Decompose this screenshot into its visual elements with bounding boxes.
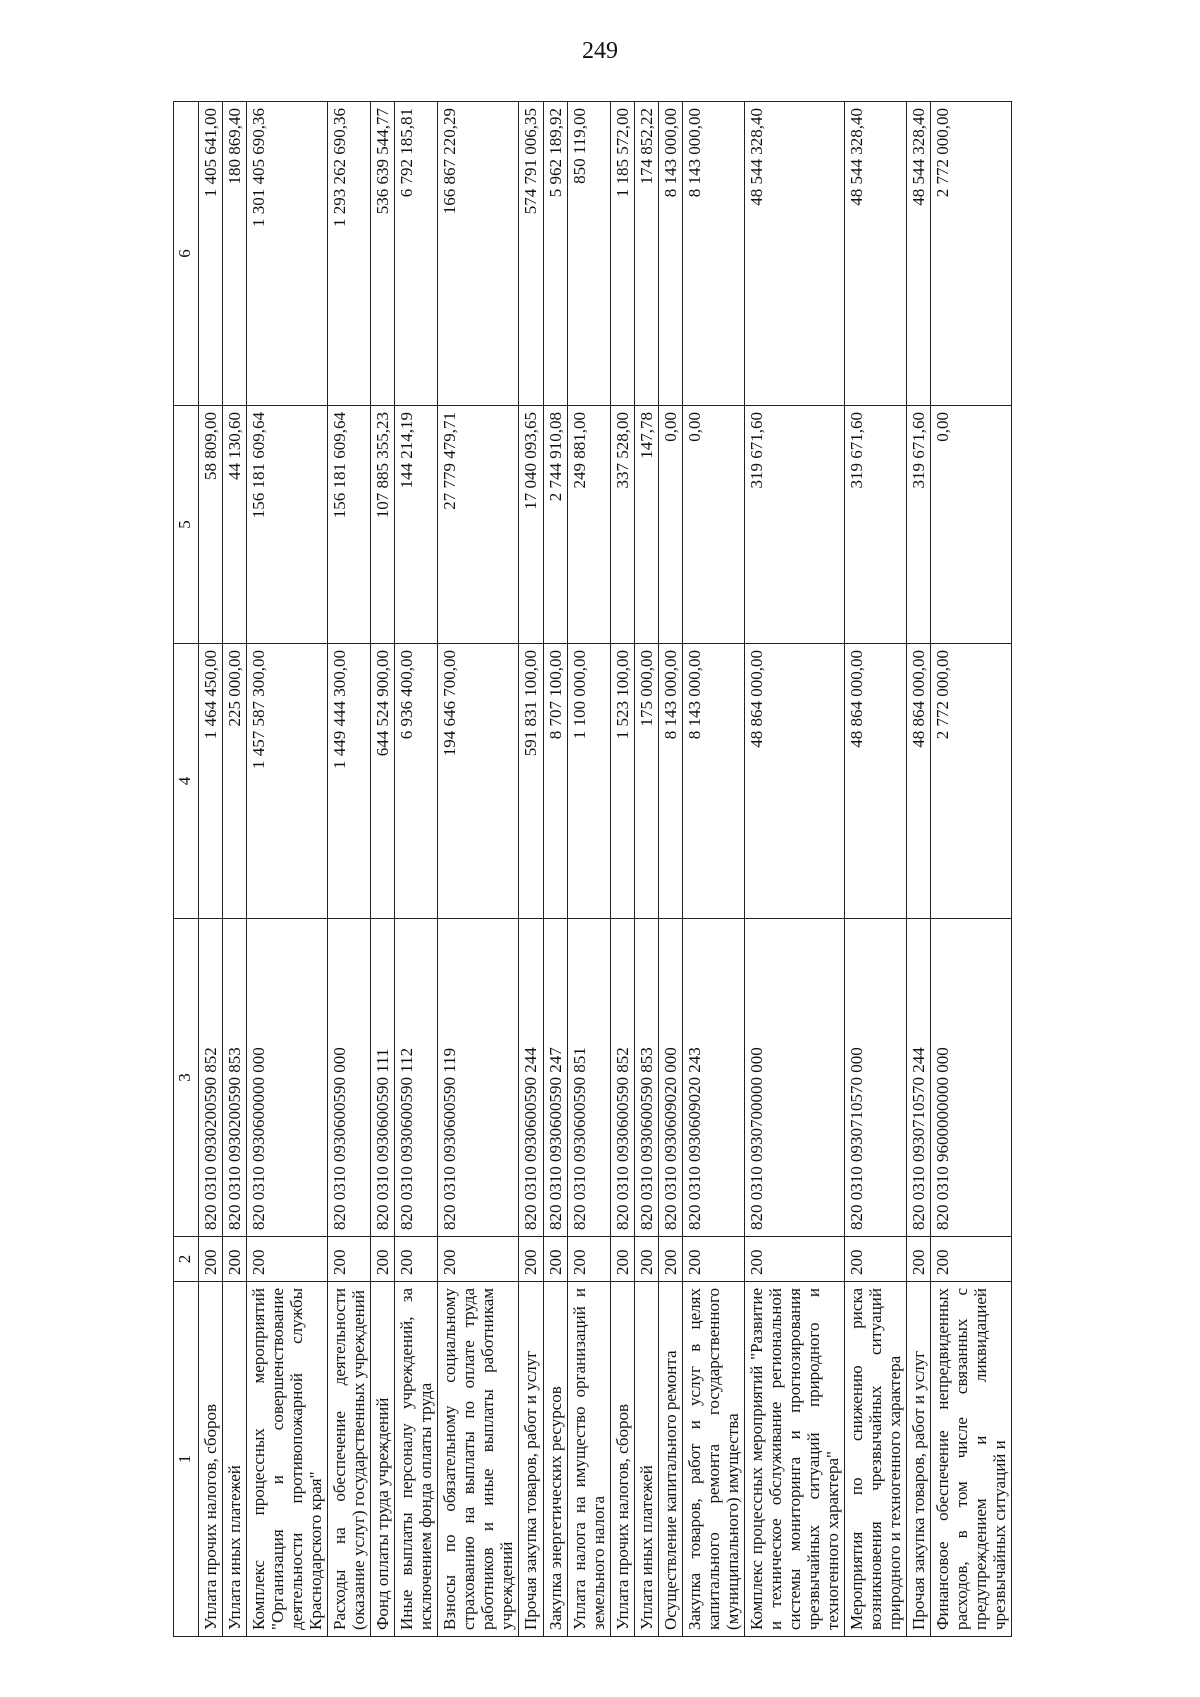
row-plan-cell: 48 864 000,00 <box>844 644 906 919</box>
row-rest-cell: 48 544 328,40 <box>744 102 844 406</box>
row-rest-cell: 8 143 000,00 <box>658 102 682 406</box>
table-body <box>199 102 1012 1637</box>
row-plan-cell: 2 772 000,00 <box>931 644 1012 919</box>
row-name-cell: Уплата налога на имущество организаций и земельного налога <box>567 1282 610 1637</box>
row-code-cell: 820 0310 0930600590 853 <box>634 919 658 1237</box>
row-rest-cell: 850 119,00 <box>567 102 610 406</box>
row-name-cell: Прочая закупка товаров, работ и услуг <box>907 1282 931 1637</box>
row-admin-cell: 200 <box>223 1237 247 1282</box>
budget-table <box>173 101 1012 1637</box>
row-name-cell: Закупка товаров, работ и услуг в целях капитального ремонта государственного (муниципального) имущества <box>682 1282 744 1637</box>
row-fact-cell: 249 881,00 <box>567 406 610 644</box>
table-row <box>438 102 519 1637</box>
row-name-cell: Финансовое обеспечение непредвиденных расходов, в том числе связанных с предупреждением и ликвидацией чрезвычайных ситуаций и <box>931 1282 1012 1637</box>
row-code-cell: 820 0310 0930710570 244 <box>907 919 931 1237</box>
row-name-cell: Мероприятия по снижению риска возникновения чрезвычайных ситуаций природного и техногенного характера <box>844 1282 906 1637</box>
row-rest-cell: 174 852,22 <box>634 102 658 406</box>
row-code-cell: 820 0310 0930700000 000 <box>744 919 844 1237</box>
row-admin-cell: 200 <box>543 1237 567 1282</box>
row-rest-cell: 1 301 405 690,36 <box>247 102 328 406</box>
row-rest-cell: 536 639 544,77 <box>371 102 395 406</box>
row-plan-cell: 1 464 450,00 <box>199 644 223 919</box>
row-plan-cell: 1 449 444 300,00 <box>328 644 371 919</box>
row-rest-cell: 1 185 572,00 <box>610 102 634 406</box>
row-plan-cell: 1 523 100,00 <box>610 644 634 919</box>
row-fact-cell: 0,00 <box>682 406 744 644</box>
row-plan-cell: 48 864 000,00 <box>744 644 844 919</box>
row-fact-cell: 319 671,60 <box>907 406 931 644</box>
row-fact-cell: 2 744 910,08 <box>543 406 567 644</box>
row-rest-cell: 48 544 328,40 <box>907 102 931 406</box>
row-code-cell: 820 0310 0930200590 852 <box>199 919 223 1237</box>
row-plan-cell: 6 936 400,00 <box>395 644 438 919</box>
table-row <box>371 102 395 1637</box>
row-plan-cell: 175 000,00 <box>634 644 658 919</box>
row-rest-cell: 574 791 006,35 <box>519 102 543 406</box>
row-code-cell: 820 0310 0930600590 112 <box>395 919 438 1237</box>
row-admin-cell: 200 <box>247 1237 328 1282</box>
row-fact-cell: 107 885 355,23 <box>371 406 395 644</box>
row-code-cell: 820 0310 0930600590 851 <box>567 919 610 1237</box>
row-fact-cell: 156 181 609,64 <box>328 406 371 644</box>
row-plan-cell: 48 864 000,00 <box>907 644 931 919</box>
table-row <box>931 102 1012 1637</box>
row-name-cell: Уплата иных платежей <box>223 1282 247 1637</box>
header-col-5: 5 <box>174 406 199 644</box>
row-plan-cell: 644 524 900,00 <box>371 644 395 919</box>
row-admin-cell: 200 <box>199 1237 223 1282</box>
row-name-cell: Иные выплаты персоналу учреждений, за исключением фонда оплаты труда <box>395 1282 438 1637</box>
row-fact-cell: 156 181 609,64 <box>247 406 328 644</box>
row-plan-cell: 8 707 100,00 <box>543 644 567 919</box>
row-code-cell: 820 0310 0930600590 000 <box>328 919 371 1237</box>
row-fact-cell: 147,78 <box>634 406 658 644</box>
row-fact-cell: 337 528,00 <box>610 406 634 644</box>
row-code-cell: 820 0310 0930600590 244 <box>519 919 543 1237</box>
row-admin-cell: 200 <box>371 1237 395 1282</box>
row-admin-cell: 200 <box>682 1237 744 1282</box>
row-name-cell: Уплата иных платежей <box>634 1282 658 1637</box>
row-code-cell: 820 0310 0930600590 852 <box>610 919 634 1237</box>
row-fact-cell: 17 040 093,65 <box>519 406 543 644</box>
row-admin-cell: 200 <box>567 1237 610 1282</box>
row-code-cell: 820 0310 0930609020 000 <box>658 919 682 1237</box>
row-plan-cell: 8 143 000,00 <box>682 644 744 919</box>
row-admin-cell: 200 <box>519 1237 543 1282</box>
row-fact-cell: 0,00 <box>931 406 1012 644</box>
row-code-cell: 820 0310 9600000000 000 <box>931 919 1012 1237</box>
row-code-cell: 820 0310 0930609020 243 <box>682 919 744 1237</box>
table-row <box>328 102 371 1637</box>
row-rest-cell: 8 143 000,00 <box>682 102 744 406</box>
table-row <box>634 102 658 1637</box>
page-number: 249 <box>582 38 618 64</box>
row-rest-cell: 180 869,40 <box>223 102 247 406</box>
table-row <box>744 102 844 1637</box>
table-row <box>543 102 567 1637</box>
row-admin-cell: 200 <box>328 1237 371 1282</box>
table-row <box>658 102 682 1637</box>
table-row <box>247 102 328 1637</box>
table-row <box>907 102 931 1637</box>
row-fact-cell: 0,00 <box>658 406 682 644</box>
row-code-cell: 820 0310 0930600590 119 <box>438 919 519 1237</box>
table-row <box>223 102 247 1637</box>
table-row <box>610 102 634 1637</box>
row-name-cell: Комплекс процессных мероприятий "Развитие и техническое обслуживание региональной системы мониторинга и прогнозирования чрезвычайных ситуаций природного и техногенного характера" <box>744 1282 844 1637</box>
row-admin-cell: 200 <box>658 1237 682 1282</box>
table-row <box>844 102 906 1637</box>
row-name-cell: Закупка энергетических ресурсов <box>543 1282 567 1637</box>
row-rest-cell: 1 405 641,00 <box>199 102 223 406</box>
table-row <box>395 102 438 1637</box>
row-fact-cell: 144 214,19 <box>395 406 438 644</box>
row-rest-cell: 6 792 185,81 <box>395 102 438 406</box>
row-code-cell: 820 0310 0930600590 247 <box>543 919 567 1237</box>
row-code-cell: 820 0310 0930710570 000 <box>844 919 906 1237</box>
row-name-cell: Уплата прочих налогов, сборов <box>610 1282 634 1637</box>
row-name-cell: Расходы на обеспечение деятельности (оказание услуг) государственных учреждений <box>328 1282 371 1637</box>
header-col-3: 3 <box>174 919 199 1237</box>
header-col-4: 4 <box>174 644 199 919</box>
row-admin-cell: 200 <box>634 1237 658 1282</box>
row-plan-cell: 591 831 100,00 <box>519 644 543 919</box>
row-fact-cell: 27 779 479,71 <box>438 406 519 644</box>
row-rest-cell: 1 293 262 690,36 <box>328 102 371 406</box>
row-fact-cell: 319 671,60 <box>744 406 844 644</box>
row-plan-cell: 1 100 000,00 <box>567 644 610 919</box>
row-rest-cell: 5 962 189,92 <box>543 102 567 406</box>
row-rest-cell: 48 544 328,40 <box>844 102 906 406</box>
row-name-cell: Фонд оплаты труда учреждений <box>371 1282 395 1637</box>
row-name-cell: Осуществление капитального ремонта <box>658 1282 682 1637</box>
row-name-cell: Прочая закупка товаров, работ и услуг <box>519 1282 543 1637</box>
row-admin-cell: 200 <box>844 1237 906 1282</box>
row-admin-cell: 200 <box>610 1237 634 1282</box>
table-header-row <box>174 102 199 1637</box>
table-row <box>682 102 744 1637</box>
row-code-cell: 820 0310 0930600590 111 <box>371 919 395 1237</box>
row-plan-cell: 194 646 700,00 <box>438 644 519 919</box>
header-col-2: 2 <box>174 1237 199 1282</box>
table-row <box>567 102 610 1637</box>
row-admin-cell: 200 <box>744 1237 844 1282</box>
header-col-6: 6 <box>174 102 199 406</box>
row-admin-cell: 200 <box>907 1237 931 1282</box>
row-code-cell: 820 0310 0930600000 000 <box>247 919 328 1237</box>
row-name-cell: Комплекс процессных мероприятий "Организация и совершенствование деятельности противопожарной службы Краснодарского края" <box>247 1282 328 1637</box>
rotated-table-container <box>173 102 1093 1637</box>
row-rest-cell: 2 772 000,00 <box>931 102 1012 406</box>
table-row <box>199 102 223 1637</box>
row-fact-cell: 319 671,60 <box>844 406 906 644</box>
row-fact-cell: 44 130,60 <box>223 406 247 644</box>
row-fact-cell: 58 809,00 <box>199 406 223 644</box>
row-plan-cell: 1 457 587 300,00 <box>247 644 328 919</box>
row-plan-cell: 8 143 000,00 <box>658 644 682 919</box>
row-name-cell: Уплата прочих налогов, сборов <box>199 1282 223 1637</box>
header-col-1: 1 <box>174 1282 199 1637</box>
row-plan-cell: 225 000,00 <box>223 644 247 919</box>
row-rest-cell: 166 867 220,29 <box>438 102 519 406</box>
row-admin-cell: 200 <box>931 1237 1012 1282</box>
row-name-cell: Взносы по обязательному социальному страхованию на выплаты по оплате труда работников и иные выплаты работникам учреждений <box>438 1282 519 1637</box>
row-admin-cell: 200 <box>395 1237 438 1282</box>
table-row <box>519 102 543 1637</box>
row-admin-cell: 200 <box>438 1237 519 1282</box>
row-code-cell: 820 0310 0930200590 853 <box>223 919 247 1237</box>
